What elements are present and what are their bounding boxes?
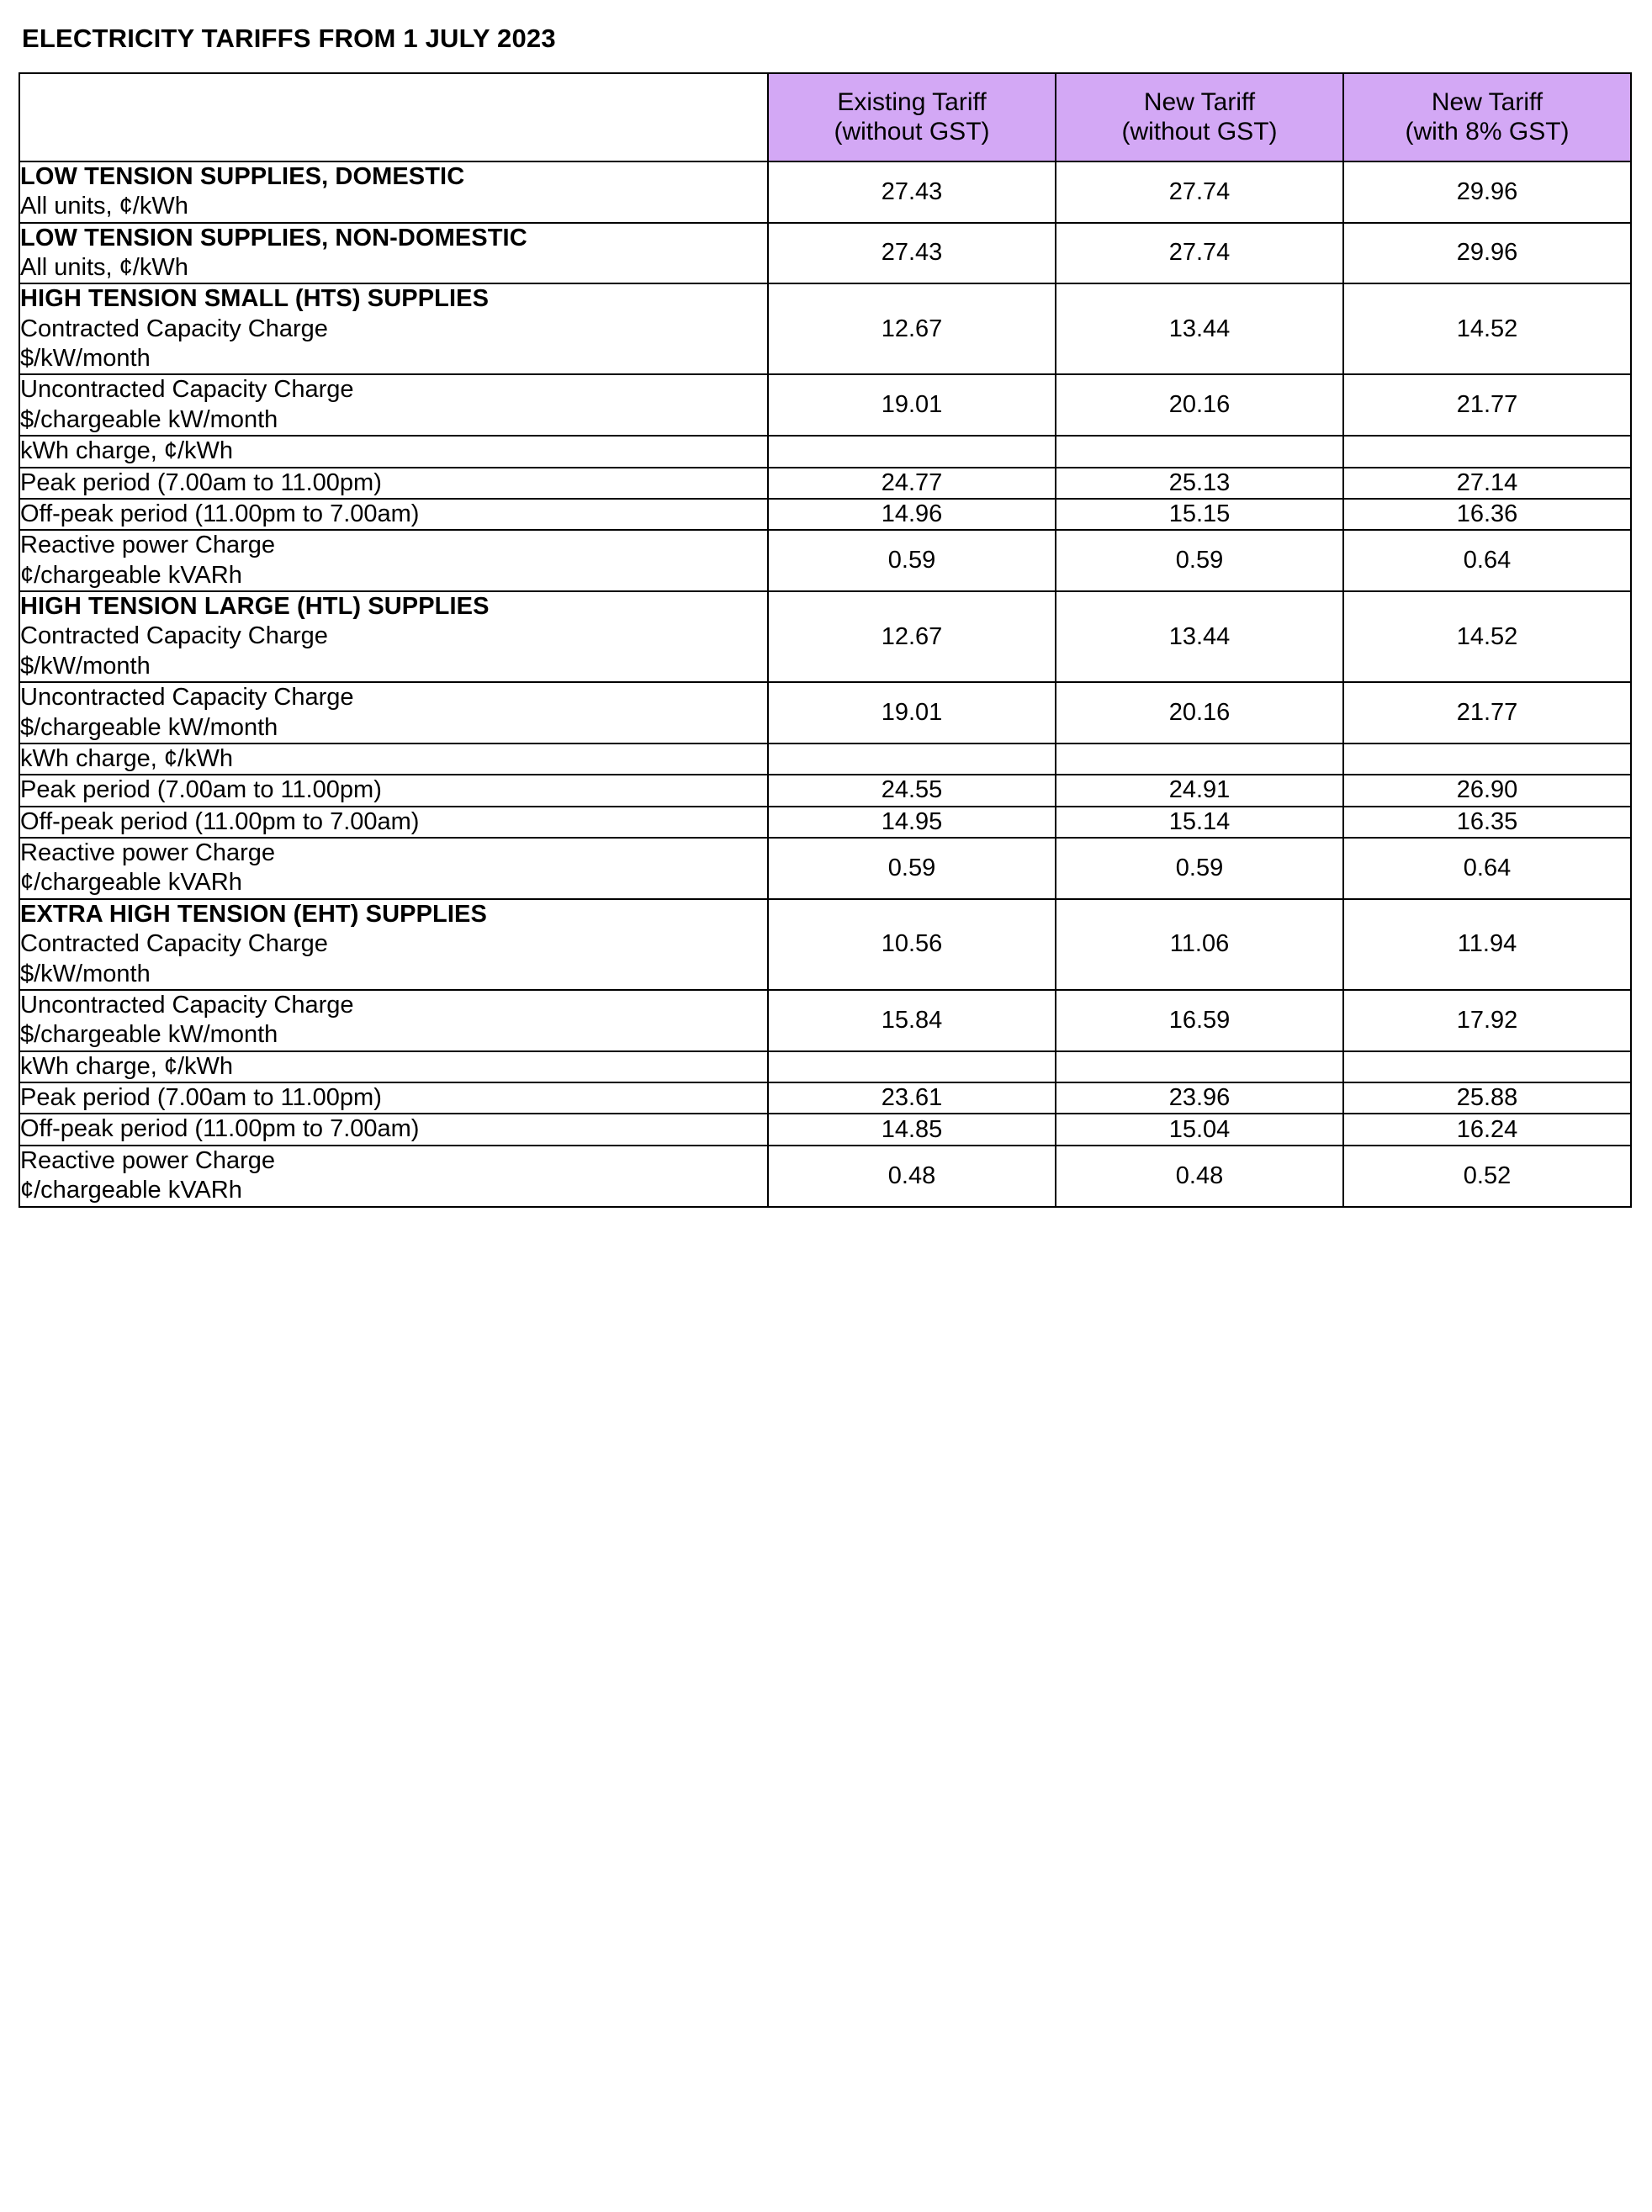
table-row <box>19 1146 1631 1207</box>
cell-new-tariff-with-gst: 25.88 <box>1343 1082 1631 1114</box>
row-label-cell <box>19 807 768 838</box>
row-label-cell <box>19 990 768 1051</box>
table-row <box>19 990 1631 1051</box>
cell-existing-tariff: 14.85 <box>768 1114 1056 1145</box>
row-label: Contracted Capacity Charge <box>20 315 328 342</box>
row-label-cell <box>19 468 768 499</box>
cell-new-tariff-no-gst: 13.44 <box>1056 283 1343 374</box>
cell-new-tariff-no-gst <box>1056 1051 1343 1082</box>
row-label-cell <box>19 161 768 223</box>
tariff-table <box>19 72 1632 1208</box>
cell-new-tariff-with-gst: 17.92 <box>1343 990 1631 1051</box>
table-row <box>19 374 1631 436</box>
header-new-tariff-with-gst-line2: (with 8% GST) <box>1405 118 1570 146</box>
row-label-cell <box>19 1051 768 1082</box>
row-label: Contracted Capacity Charge <box>20 930 328 958</box>
cell-new-tariff-with-gst: 16.24 <box>1343 1114 1631 1145</box>
table-row <box>19 283 1631 374</box>
row-label: Reactive power Charge <box>20 532 276 559</box>
cell-new-tariff-no-gst: 16.59 <box>1056 990 1343 1051</box>
header-blank-cell <box>19 73 768 161</box>
cell-existing-tariff: 14.95 <box>768 807 1056 838</box>
header-new-tariff-no-gst-line1: New Tariff <box>1143 88 1256 116</box>
cell-existing-tariff: 24.77 <box>768 468 1056 499</box>
cell-new-tariff-no-gst: 0.59 <box>1056 530 1343 591</box>
row-label: Off-peak period (11.00pm to 7.00am) <box>20 807 420 835</box>
row-label: Uncontracted Capacity Charge <box>20 684 354 712</box>
cell-new-tariff-no-gst: 11.06 <box>1056 899 1343 990</box>
cell-existing-tariff <box>768 1051 1056 1082</box>
table-row <box>19 530 1631 591</box>
row-label: kWh charge, ¢/kWh <box>20 744 234 772</box>
group-heading: LOW TENSION SUPPLIES, NON-DOMESTIC <box>20 224 527 251</box>
cell-existing-tariff: 10.56 <box>768 899 1056 990</box>
cell-new-tariff-no-gst <box>1056 436 1343 467</box>
row-label: Peak period (7.00am to 11.00pm) <box>20 1084 382 1112</box>
cell-new-tariff-no-gst: 25.13 <box>1056 468 1343 499</box>
row-label: Uncontracted Capacity Charge <box>20 991 354 1019</box>
row-label-unit: $/kW/month <box>20 345 151 373</box>
row-label: Peak period (7.00am to 11.00pm) <box>20 776 382 804</box>
table-row <box>19 682 1631 744</box>
header-new-tariff-no-gst-line2: (without GST) <box>1121 118 1278 146</box>
row-label-cell <box>19 436 768 467</box>
cell-new-tariff-with-gst: 29.96 <box>1343 161 1631 223</box>
table-row <box>19 223 1631 284</box>
row-label: Reactive power Charge <box>20 1146 276 1174</box>
cell-new-tariff-with-gst: 0.64 <box>1343 838 1631 899</box>
group-heading: LOW TENSION SUPPLIES, DOMESTIC <box>20 162 465 190</box>
row-label: kWh charge, ¢/kWh <box>20 437 234 465</box>
row-label-cell <box>19 899 768 990</box>
row-label: Uncontracted Capacity Charge <box>20 376 354 404</box>
table-row <box>19 1051 1631 1082</box>
row-label-unit: $/chargeable kW/month <box>20 405 278 433</box>
row-label-cell <box>19 775 768 806</box>
table-row <box>19 591 1631 682</box>
cell-existing-tariff <box>768 744 1056 775</box>
cell-new-tariff-with-gst <box>1343 436 1631 467</box>
row-label-unit: ¢/chargeable kVARh <box>20 1177 242 1204</box>
cell-existing-tariff: 0.59 <box>768 530 1056 591</box>
cell-existing-tariff: 14.96 <box>768 499 1056 530</box>
row-label: Off-peak period (11.00pm to 7.00am) <box>20 1115 420 1143</box>
cell-existing-tariff: 24.55 <box>768 775 1056 806</box>
cell-existing-tariff <box>768 436 1056 467</box>
cell-existing-tariff: 0.48 <box>768 1146 1056 1207</box>
table-row <box>19 744 1631 775</box>
table-row <box>19 1114 1631 1145</box>
cell-new-tariff-no-gst: 0.48 <box>1056 1146 1343 1207</box>
table-row <box>19 899 1631 990</box>
cell-new-tariff-no-gst: 27.74 <box>1056 223 1343 284</box>
table-row <box>19 807 1631 838</box>
cell-new-tariff-no-gst: 24.91 <box>1056 775 1343 806</box>
cell-new-tariff-with-gst <box>1343 744 1631 775</box>
table-row <box>19 468 1631 499</box>
group-heading: HIGH TENSION SMALL (HTS) SUPPLIES <box>20 285 490 313</box>
cell-new-tariff-no-gst: 23.96 <box>1056 1082 1343 1114</box>
row-label: Reactive power Charge <box>20 839 276 867</box>
page-title: ELECTRICITY TARIFFS FROM 1 JULY 2023 <box>22 24 556 53</box>
row-label-cell <box>19 374 768 436</box>
row-label-cell <box>19 744 768 775</box>
table-row <box>19 499 1631 530</box>
cell-new-tariff-with-gst: 0.64 <box>1343 530 1631 591</box>
row-label-cell <box>19 1082 768 1114</box>
cell-new-tariff-no-gst: 0.59 <box>1056 838 1343 899</box>
cell-new-tariff-with-gst <box>1343 1051 1631 1082</box>
header-existing-tariff-line1: Existing Tariff <box>837 88 987 116</box>
table-body <box>19 161 1631 1207</box>
cell-new-tariff-no-gst: 20.16 <box>1056 682 1343 744</box>
cell-new-tariff-with-gst: 16.35 <box>1343 807 1631 838</box>
table-row <box>19 1082 1631 1114</box>
row-label-cell <box>19 499 768 530</box>
cell-existing-tariff: 27.43 <box>768 223 1056 284</box>
row-label-unit: ¢/chargeable kVARh <box>20 869 242 897</box>
row-label-cell <box>19 838 768 899</box>
cell-existing-tariff: 15.84 <box>768 990 1056 1051</box>
cell-new-tariff-no-gst: 15.14 <box>1056 807 1343 838</box>
row-label-unit: $/chargeable kW/month <box>20 1021 278 1049</box>
row-label-cell <box>19 223 768 284</box>
table-row <box>19 838 1631 899</box>
cell-existing-tariff: 19.01 <box>768 682 1056 744</box>
cell-new-tariff-no-gst: 15.15 <box>1056 499 1343 530</box>
row-label-cell <box>19 682 768 744</box>
cell-existing-tariff: 12.67 <box>768 283 1056 374</box>
cell-new-tariff-no-gst: 15.04 <box>1056 1114 1343 1145</box>
cell-new-tariff-no-gst: 13.44 <box>1056 591 1343 682</box>
table-row <box>19 775 1631 806</box>
row-label: Peak period (7.00am to 11.00pm) <box>20 468 382 496</box>
row-label-unit: $/chargeable kW/month <box>20 713 278 741</box>
cell-new-tariff-with-gst: 21.77 <box>1343 374 1631 436</box>
row-label-cell <box>19 530 768 591</box>
table-row <box>19 436 1631 467</box>
cell-existing-tariff: 23.61 <box>768 1082 1056 1114</box>
row-label-cell <box>19 1114 768 1145</box>
header-new-tariff-no-gst <box>1056 73 1343 161</box>
row-label-unit: ¢/chargeable kVARh <box>20 561 242 589</box>
row-label: All units, ¢/kWh <box>20 253 188 281</box>
cell-new-tariff-with-gst: 26.90 <box>1343 775 1631 806</box>
table-row <box>19 161 1631 223</box>
row-label-cell <box>19 1146 768 1207</box>
cell-existing-tariff: 27.43 <box>768 161 1056 223</box>
cell-new-tariff-with-gst: 27.14 <box>1343 468 1631 499</box>
header-existing-tariff-line2: (without GST) <box>834 118 990 146</box>
cell-new-tariff-with-gst: 14.52 <box>1343 283 1631 374</box>
row-label-unit: $/kW/month <box>20 652 151 680</box>
group-heading: HIGH TENSION LARGE (HTL) SUPPLIES <box>20 593 490 621</box>
cell-new-tariff-no-gst <box>1056 744 1343 775</box>
cell-new-tariff-with-gst: 11.94 <box>1343 899 1631 990</box>
cell-new-tariff-with-gst: 16.36 <box>1343 499 1631 530</box>
group-heading: EXTRA HIGH TENSION (EHT) SUPPLIES <box>20 900 487 928</box>
cell-existing-tariff: 12.67 <box>768 591 1056 682</box>
header-existing-tariff <box>768 73 1056 161</box>
cell-new-tariff-with-gst: 14.52 <box>1343 591 1631 682</box>
cell-new-tariff-with-gst: 0.52 <box>1343 1146 1631 1207</box>
row-label: All units, ¢/kWh <box>20 193 188 220</box>
cell-new-tariff-with-gst: 29.96 <box>1343 223 1631 284</box>
cell-new-tariff-with-gst: 21.77 <box>1343 682 1631 744</box>
row-label: kWh charge, ¢/kWh <box>20 1052 234 1080</box>
row-label-cell <box>19 283 768 374</box>
cell-new-tariff-no-gst: 27.74 <box>1056 161 1343 223</box>
row-label: Off-peak period (11.00pm to 7.00am) <box>20 500 420 527</box>
header-new-tariff-with-gst <box>1343 73 1631 161</box>
row-label-cell <box>19 591 768 682</box>
cell-existing-tariff: 0.59 <box>768 838 1056 899</box>
row-label-unit: $/kW/month <box>20 960 151 987</box>
header-new-tariff-with-gst-line1: New Tariff <box>1431 88 1543 116</box>
header-row <box>19 73 1631 161</box>
table-header <box>19 73 1631 161</box>
cell-existing-tariff: 19.01 <box>768 374 1056 436</box>
cell-new-tariff-no-gst: 20.16 <box>1056 374 1343 436</box>
row-label: Contracted Capacity Charge <box>20 622 328 650</box>
